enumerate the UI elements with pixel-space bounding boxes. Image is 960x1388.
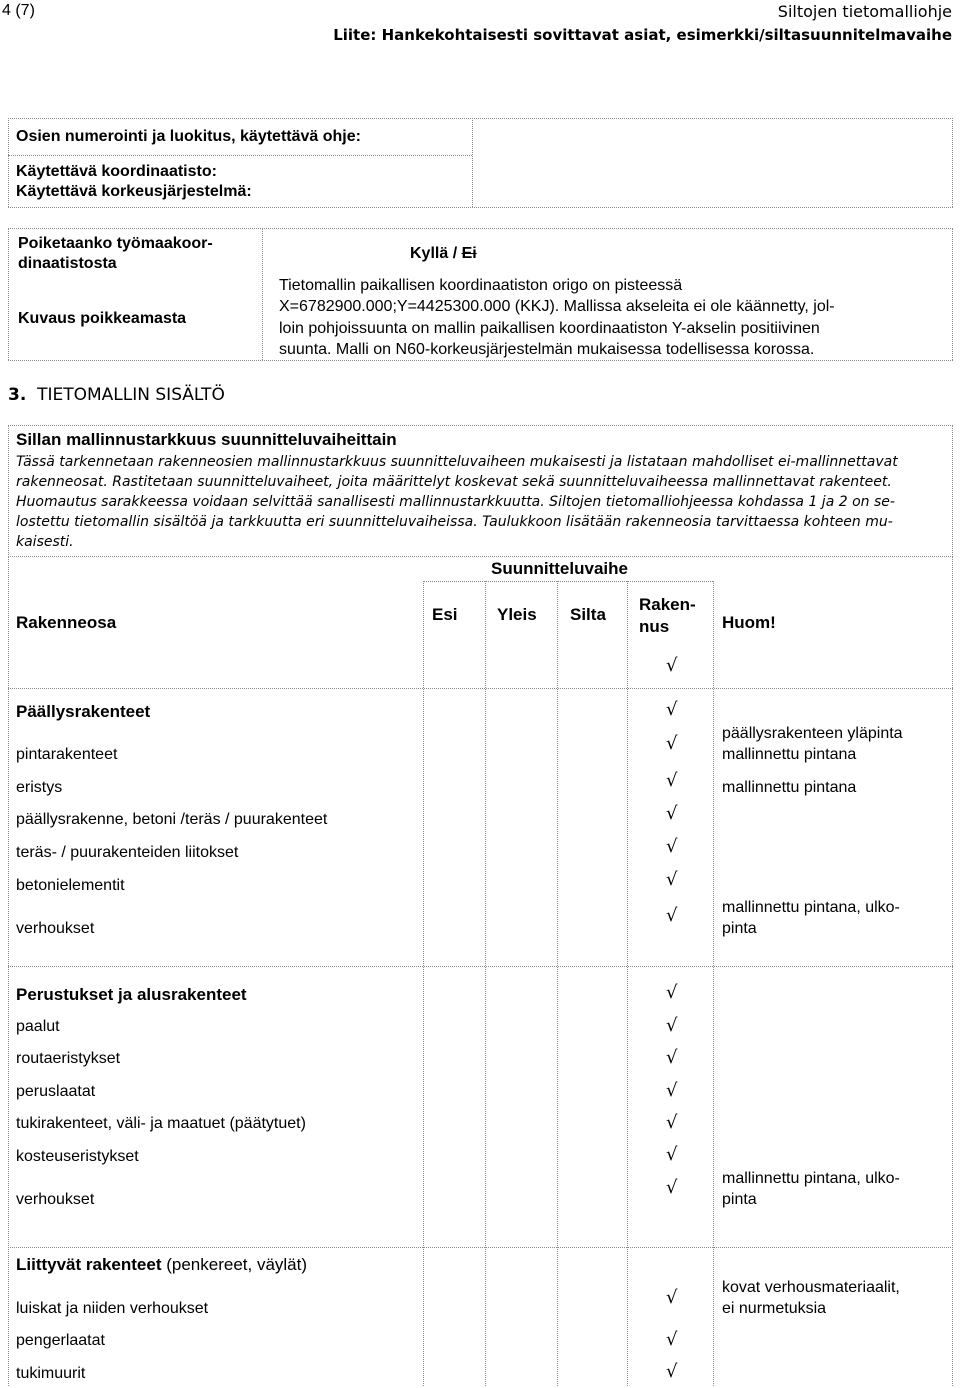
row-note: pinta (722, 920, 757, 937)
column-esi: Esi (432, 605, 458, 624)
row-label: routaeristykset (16, 1050, 121, 1067)
column-huom: Huom! (722, 613, 776, 632)
row-label: verhoukset (16, 1191, 95, 1208)
accuracy-line: Huomautus sarakkeessa voidaan selvittää sanallisesti mallinnustarkkuutta. Siltojen tietomalliohjeessa kohdassa 1 ja 2 on se- (16, 494, 895, 510)
deviation-separator: / (448, 245, 462, 262)
row-note: kovat verhousmateriaalit, (722, 1279, 900, 1296)
row-label: tukimuurit (16, 1365, 86, 1382)
coordinate-system-label: Käytettävä koordinaatisto: (16, 163, 217, 180)
description-line: X=6782900.000;Y=4425300.000 (KKJ). Mallissa akseleita ei ole käännetty, jol- (279, 298, 835, 315)
checkmark: √ (666, 1329, 678, 1350)
accuracy-text (16, 452, 946, 552)
row-note: mallinnettu pintana, ulko- (722, 1170, 900, 1187)
checkmark: √ (666, 1015, 678, 1036)
row-label: eristys (16, 779, 63, 796)
deviation-description-label: Kuvaus poikkeamasta (18, 310, 187, 327)
page-number: 4 (7) (2, 2, 35, 19)
deviation-yes: Kyllä (410, 245, 449, 262)
accuracy-line: rakenneosat. Rastitetaan suunnitteluvaiheet, joita määrittelyt koskevat sekä suunnitteluvaiheessa mallinnettavat rakenteet. (16, 474, 892, 490)
checkmark: √ (666, 1144, 678, 1165)
checkmark: √ (666, 1287, 678, 1308)
section-heading (8, 385, 225, 405)
row-label: paalut (16, 1018, 60, 1035)
column-silta: Silta (570, 605, 606, 624)
accuracy-heading: Sillan mallinnustarkkuus suunnitteluvaiheittain (16, 430, 397, 449)
row-note: mallinnettu pintana (722, 746, 857, 763)
accuracy-line: lostettu tietomallin sisältöä ja tarkkuutta eri suunnitteluvaiheissa. Taulukkoon lisätään rakenneosia tarvittaessa kohteen mu- (16, 514, 893, 530)
group-title-liittyvat-main: Liittyvät rakenteet (16, 1255, 162, 1274)
checkmark: √ (666, 1112, 678, 1133)
row-note: päällysrakenteen yläpinta (722, 725, 903, 742)
column-rakennus-line1: Raken- (639, 595, 696, 614)
description-line: Tietomallin paikallisen koordinaatiston origo on pisteessä (279, 277, 683, 294)
section-title: TIETOMALLIN SISÄLTÖ (37, 385, 225, 405)
checkmark: √ (666, 869, 678, 890)
checkmark: √ (666, 905, 678, 926)
group-title-liittyvat (16, 1255, 307, 1275)
section-number: 3. (8, 385, 27, 405)
row-label: teräs- / puurakenteiden liitokset (16, 844, 239, 861)
row-note: mallinnettu pintana (722, 779, 857, 796)
column-rakenneosa: Rakenneosa (16, 613, 117, 632)
deviation-label-line2: dinaatistosta (18, 255, 117, 272)
checkmark: √ (666, 770, 678, 791)
row-label: pintarakenteet (16, 746, 118, 763)
checkmark: √ (666, 733, 678, 754)
group-title-perustukset: Perustukset ja alusrakenteet (16, 985, 247, 1004)
group-title-liittyvat-extra: (penkereet, väylät) (161, 1255, 308, 1274)
description-line: suunta. Malli on N60-korkeusjärjestelmän mukaisessa todellisessa korossa. (279, 341, 815, 358)
deviation-no: Ei (461, 245, 477, 262)
checkmark: √ (666, 982, 678, 1003)
phase-header: Suunnitteluvaihe (491, 559, 628, 578)
row-label: kosteuseristykset (16, 1148, 139, 1165)
height-system-label: Käytettävä korkeusjärjestelmä: (16, 183, 252, 200)
accuracy-line: Tässä tarkennetaan rakenneosien mallinnustarkkuus suunnitteluvaiheen mukaisesti ja listataan mahdolliset ei-mallinnettavat (16, 454, 898, 470)
deviation-label-line1: Poiketaanko työmaakoor- (18, 235, 213, 252)
numbering-label: Osien numerointi ja luokitus, käytettävä ohje: (16, 128, 361, 145)
checkmark: √ (666, 836, 678, 857)
group-title-paallysrakenteet: Päällysrakenteet (16, 702, 151, 721)
column-rakennus-line2: nus (639, 617, 670, 636)
checkmark-header: √ (666, 655, 678, 676)
document-subtitle: Liite: Hankekohtaisesti sovittavat asiat, esimerkki/siltasuunnitelmavaihe (333, 26, 952, 44)
row-note: ei nurmetuksia (722, 1300, 827, 1317)
description-line: loin pohjoissuunta on mallin paikallisen koordinaatiston Y-akselin positiivinen (279, 320, 820, 337)
row-label: pengerlaatat (16, 1332, 105, 1349)
row-label: päällysrakenne, betoni /teräs / puurakenteet (16, 811, 328, 828)
row-note: mallinnettu pintana, ulko- (722, 899, 900, 916)
row-label: peruslaatat (16, 1083, 96, 1100)
document-title: Siltojen tietomalliohje (777, 2, 952, 21)
checkmark: √ (666, 1361, 678, 1382)
column-yleis: Yleis (497, 605, 537, 624)
row-label: luiskat ja niiden verhoukset (16, 1300, 209, 1317)
deviation-answer (410, 244, 477, 264)
row-label: verhoukset (16, 920, 95, 937)
checkmark: √ (666, 803, 678, 824)
checkmark: √ (666, 1047, 678, 1068)
row-note: pinta (722, 1191, 757, 1208)
row-label: tukirakenteet, väli- ja maatuet (päätytuet) (16, 1115, 306, 1132)
checkmark: √ (666, 1080, 678, 1101)
row-label: betonielementit (16, 877, 125, 894)
checkmark: √ (666, 1177, 678, 1198)
accuracy-line: kaisesti. (16, 534, 74, 550)
checkmark: √ (666, 699, 678, 720)
